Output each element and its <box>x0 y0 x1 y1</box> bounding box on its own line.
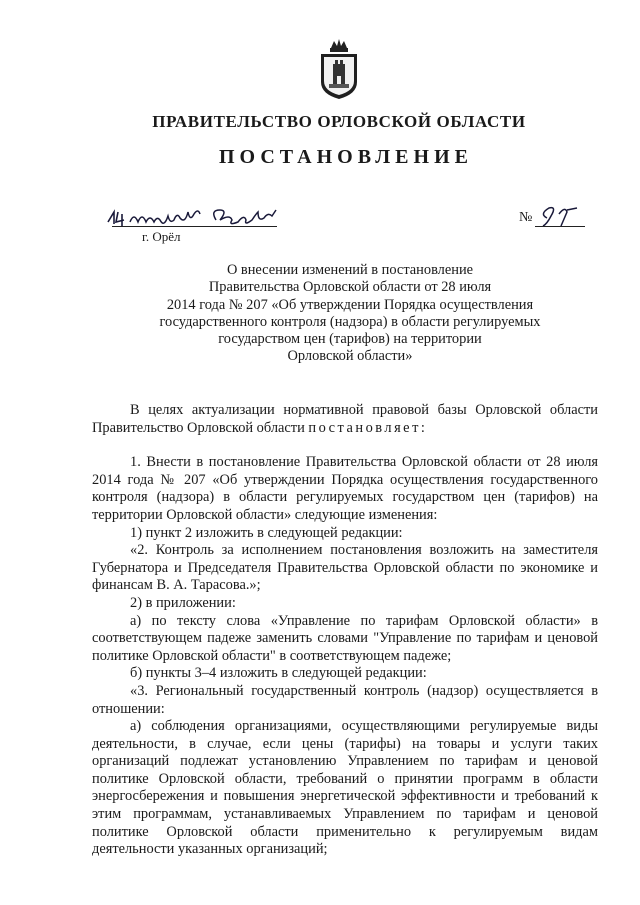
subject-line: Орловской области» <box>287 348 413 365</box>
subject-line: Правительства Орловской области от 28 июля <box>208 279 492 296</box>
paragraph: а) по тексту слова «Управление по тарифам Орловской области» в соответствующем падеже заменить словами "Управление по тарифам и ценовой политике Орловской области" в соответствующем падеже; <box>92 612 598 664</box>
number-underline <box>535 226 585 227</box>
paragraph: а) соблюдения организациями, осуществляющими регулируемые виды деятельности, в случае, если цены (тарифы) на товары и услуги таких организаций подлежат установлению Управлением по тарифам и ценовой политике Орловской области, требований о принятии программ в области энергосбережения и повышения энергетической эффективности и требований к этим программам, устанавливаемых Управлением по тарифам и ценовой политике Орловской области применительно к регулируемым видам деятельности указанных организаций; <box>92 718 598 858</box>
subject-line: 2014 года № 207 «Об утверждении Порядка осуществления <box>166 296 534 313</box>
handwritten-date <box>104 200 284 232</box>
preamble-paragraph <box>92 402 598 437</box>
paragraph: «3. Региональный государственный контроль (надзор) осуществляется в отношении: <box>92 682 598 717</box>
city-label: г. Орёл <box>142 229 181 244</box>
paragraph: 1) пункт 2 изложить в следующей редакции: <box>130 524 403 541</box>
subject-line: О внесении изменений в постановление <box>226 262 474 278</box>
subject-line: государством цен (тарифов) на территории <box>218 331 482 348</box>
date-underline <box>112 226 277 227</box>
document-body <box>92 402 598 859</box>
document-subject <box>130 262 570 366</box>
coat-of-arms-icon <box>317 38 361 100</box>
document-type-title: ПОСТАНОВЛЕНИЕ <box>219 146 473 168</box>
paragraph: 1. Внести в постановление Правительства Орловской области от 28 июля 2014 года № 207 «Об утверждении Порядка осуществления государственного контроля (надзора) в области регулируемых государством цен (тарифов) на территории Орловской области» следующие изменения: <box>92 454 598 523</box>
paragraph: «2. Контроль за исполнением постановления возложить на заместителя Губернатора и Председателя Правительства Орловской области по экономике и финансам В. А. Тарасова.»; <box>92 542 598 594</box>
subject-line: государственного контроля (надзора) в области регулируемых <box>159 313 541 330</box>
preamble-text: В целях актуализации нормативной правовой базы Орловской области Правительство Орловской области <box>92 402 598 436</box>
paragraph: 2) в приложении: <box>130 594 236 611</box>
preamble-verb: постановляет: <box>308 419 428 436</box>
government-title: ПРАВИТЕЛЬСТВО ОРЛОВСКОЙ ОБЛАСТИ <box>152 112 526 131</box>
number-label: № <box>519 210 533 225</box>
paragraph: б) пункты 3–4 изложить в следующей редакции: <box>130 665 427 682</box>
